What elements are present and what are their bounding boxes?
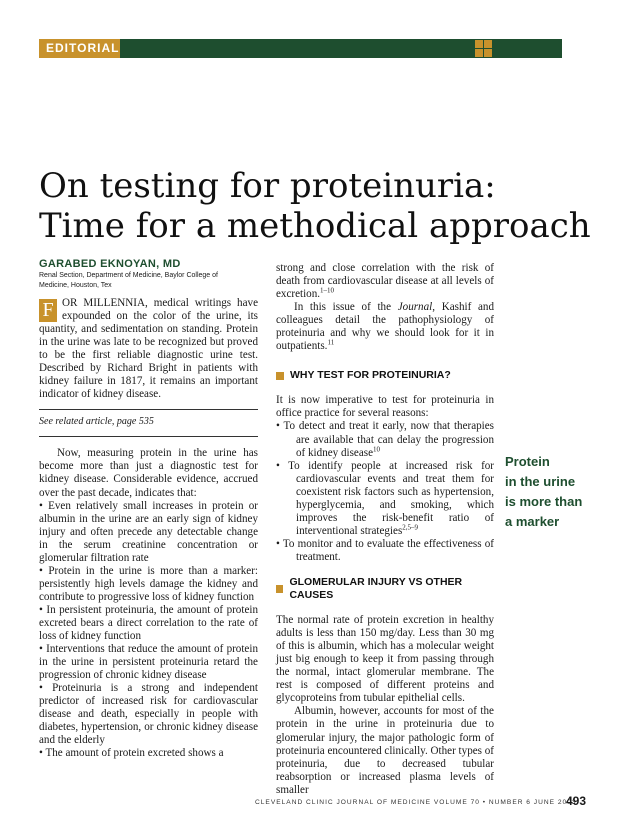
- pull-quote: Protein in the urine is more than a marker: [505, 454, 583, 529]
- section-tag: EDITORIAL: [39, 39, 120, 58]
- bullet-item: • In persistent proteinuria, the amount of protein excreted bears a direct correlation to the rate of loss of kidney function: [39, 603, 258, 643]
- right-column: [276, 262, 494, 797]
- related-article-link[interactable]: See related article, page 535: [39, 416, 154, 428]
- section-heading: GLOMERULAR INJURY VS OTHER CAUSES: [276, 576, 494, 602]
- journal-footer: CLEVELAND CLINIC JOURNAL OF MEDICINE VOLUME 70 • NUMBER 6 JUNE 2003: [255, 799, 577, 806]
- divider-bottom: [39, 436, 258, 437]
- bullet-item: • The amount of protein excreted shows a: [39, 747, 224, 760]
- body-paragraph: The normal rate of protein excretion in healthy adults is less than 150 mg/day. Less than 30 mg of this is albumin, which has a molecular weight just big enough to keep it from passing through the normal, intact glomerular membrane. The rest is composed of different proteins and glycoproteins from tubular epithelial cells.: [276, 614, 494, 705]
- title-line-2: Time for a methodical approach: [39, 206, 591, 246]
- title-line-1: On testing for proteinuria:: [39, 166, 496, 206]
- bullet-item: • Proteinuria is a strong and independent predictor of increased risk for cardiovascular disease and death, especially in people with diabetes, hypertension, or chronic kidney disease and the elderly: [39, 682, 258, 747]
- page-number: 493: [566, 794, 587, 808]
- article-title: [39, 166, 599, 246]
- body-paragraph: Albumin, however, accounts for most of the protein in the urine in proteinuria due to glomerular injury, the major pathologic form of proteinuria encountered clinically. Other types of proteinuria, due to decreased tubular reabsorption or increased plasma levels of smaller: [276, 705, 494, 796]
- citation: 10: [373, 444, 381, 453]
- drop-cap: F: [39, 299, 57, 322]
- bullet-item: • Protein in the urine is more than a marker: persistently high levels damage the kidney and contribute to progressive loss of kidney function: [39, 564, 258, 603]
- bullet-item: • Even relatively small increases in protein or albumin in the urine are an early sign of kidney injury and often precede any detectable change in the serum creatinine concentration or glomerular filtration rate: [39, 499, 258, 564]
- bullet-item: • To detect and treat it early, now that therapies are available that can delay the progression of kidney disease$^{10}$: [276, 420, 494, 459]
- bullet-item: • To monitor and to evaluate the effectiveness of treatment.: [276, 537, 494, 563]
- green-cross-logo-icon: [475, 40, 492, 57]
- citation: 1–10: [320, 286, 335, 295]
- section-heading: WHY TEST FOR PROTEINURIA?: [276, 369, 494, 382]
- square-bullet-icon: [276, 372, 284, 380]
- lead-in: OR MILLENNIA,: [62, 297, 148, 309]
- square-bullet-icon: [276, 585, 283, 593]
- left-column: [39, 297, 258, 761]
- body-paragraph: strong and close correlation with the risk of death from cardiovascular disease at all levels of excretion.$^{1-10}$: [276, 262, 494, 301]
- intro-paragraph: [39, 297, 258, 401]
- bullet-item: • Interventions that reduce the amount of protein in the urine in persistent proteinuria retard the progression of chronic kidney disease: [39, 643, 258, 682]
- bullet-item: • To identify people at increased risk for cardiovascular events and treat them for coexistent risk factors such as hypertension, hyperglycemia, and smoking, which improves the risk-benefit ratio of interventional strategies$^{2,5-9}$: [276, 459, 494, 537]
- author-name: GARABED EKNOYAN, MD: [39, 258, 181, 270]
- journal-name: Journal: [397, 301, 433, 314]
- body-paragraph: It is now imperative to test for proteinuria in office practice for several reasons:: [276, 394, 494, 420]
- body-paragraph: Now, measuring protein in the urine has become more than just a diagnostic test for kidney disease. Considerable evidence, accrued over the past decade, indicates that:: [39, 447, 258, 499]
- body-paragraph: In this issue of the Journal, Kashif and colleagues detail the pathophysiology of proteinuria and why we should look for it in outpatients.$^{11}$: [276, 301, 494, 353]
- citation: 2,5–9: [402, 523, 419, 532]
- intro-text: medical writings have expounded on the color of the urine, its quantity, and sedimentation on standing. Protein in the urine was late to be recognized but proved to be the first reliable diagnostic urine test. Described by Richard Bright in patients with kidney failure in 1817, it remains an important indicator of kidney disease.: [39, 297, 258, 401]
- divider-top: [39, 409, 258, 410]
- author-affiliation: Renal Section, Department of Medicine, Baylor College of Medicine, Houston, Tex: [39, 272, 218, 289]
- citation: 11: [327, 338, 335, 347]
